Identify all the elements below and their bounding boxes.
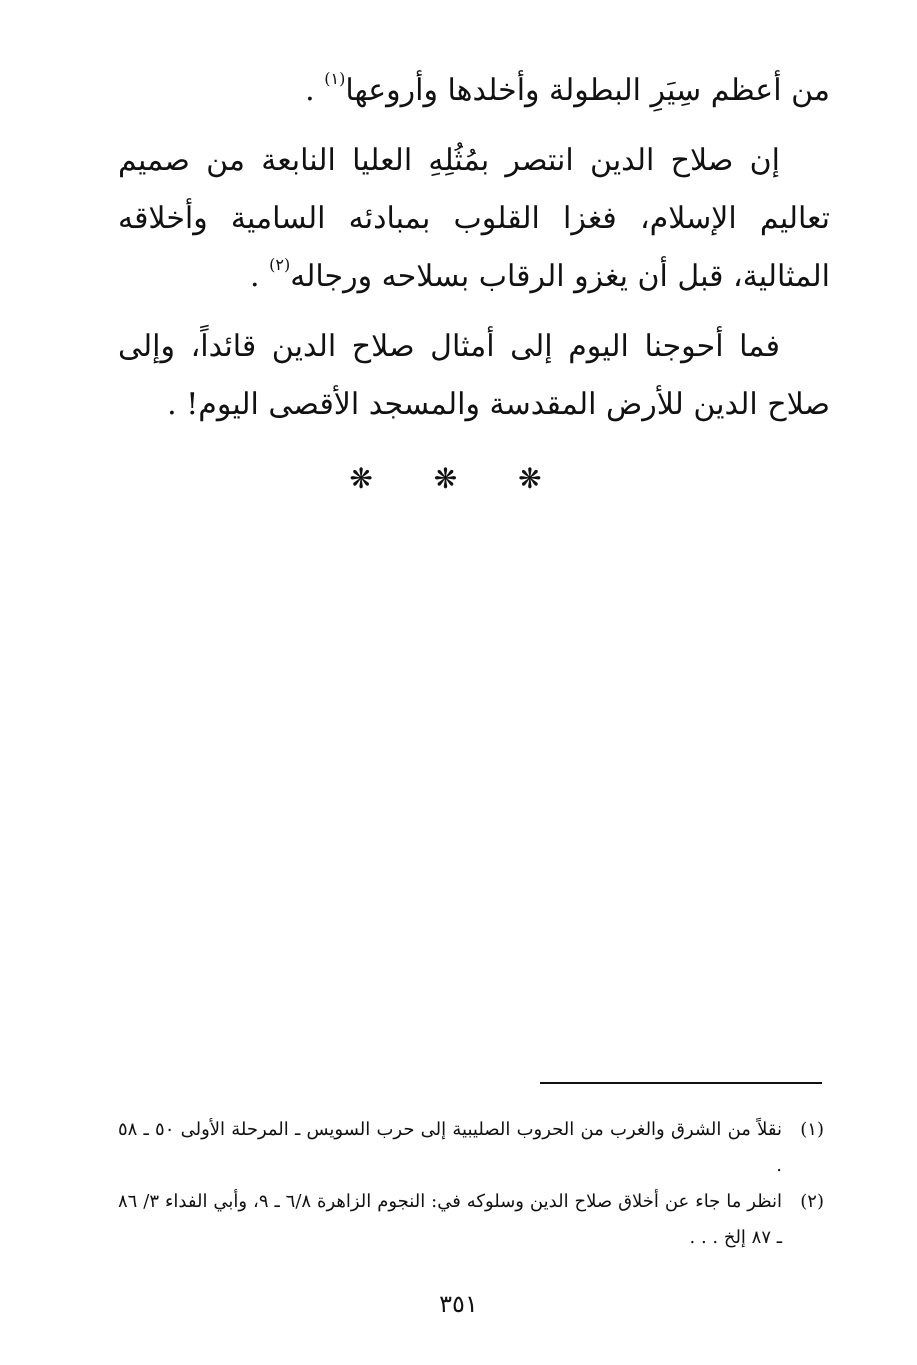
footnote-1 xyxy=(118,1112,824,1184)
footnote-2-text: انظر ما جاء عن أخلاق صلاح الدين وسلوكه في: النجوم الزاهرة ٦/٨ ـ ٩، وأبي الفداء ٣/ ٨٦ ـ ٨٧ إلخ . . . xyxy=(118,1191,783,1248)
footnote-1-text: نقلاً من الشرق والغرب من الحروب الصليبية إلى حرب السويس ـ المرحلة الأولى ٥٠ ـ ٥٨ . xyxy=(118,1119,782,1176)
footnote-1-number: (١) xyxy=(800,1119,824,1140)
paragraph-1 xyxy=(118,62,830,120)
paragraph-2-text: إن صلاح الدين انتصر بمُثُلِهِ العليا النابعة من صميم تعاليم الإسلام، فغزا القلوب بمبادئه السامية وأخلاقه المثالية، قبل أن يغزو الرقاب بسلاحه ورجاله xyxy=(118,143,830,294)
page-number: ٣٥١ xyxy=(439,1290,478,1318)
footnote-ref-2: (٢) xyxy=(269,255,291,274)
section-separator-stars: ❋ ❋ ❋ xyxy=(349,462,568,495)
footnote-2 xyxy=(118,1184,824,1256)
footnotes xyxy=(118,1112,824,1256)
paragraph-1-tail: . xyxy=(305,73,325,108)
footnote-divider xyxy=(540,1082,822,1084)
paragraph-3-text: فما أحوجنا اليوم إلى أمثال صلاح الدين قائداً، وإلى صلاح الدين للأرض المقدسة والمسجد الأقصى اليوم! . xyxy=(118,329,830,422)
main-text xyxy=(118,62,830,446)
paragraph-2-tail: . xyxy=(250,259,270,294)
paragraph-3 xyxy=(118,318,830,434)
footnote-2-number: (٢) xyxy=(800,1191,824,1212)
paragraph-2 xyxy=(118,132,830,306)
paragraph-1-text: من أعظم سِيَرِ البطولة وأخلدها وأروعها xyxy=(345,73,830,108)
footnote-ref-1: (١) xyxy=(324,69,346,88)
